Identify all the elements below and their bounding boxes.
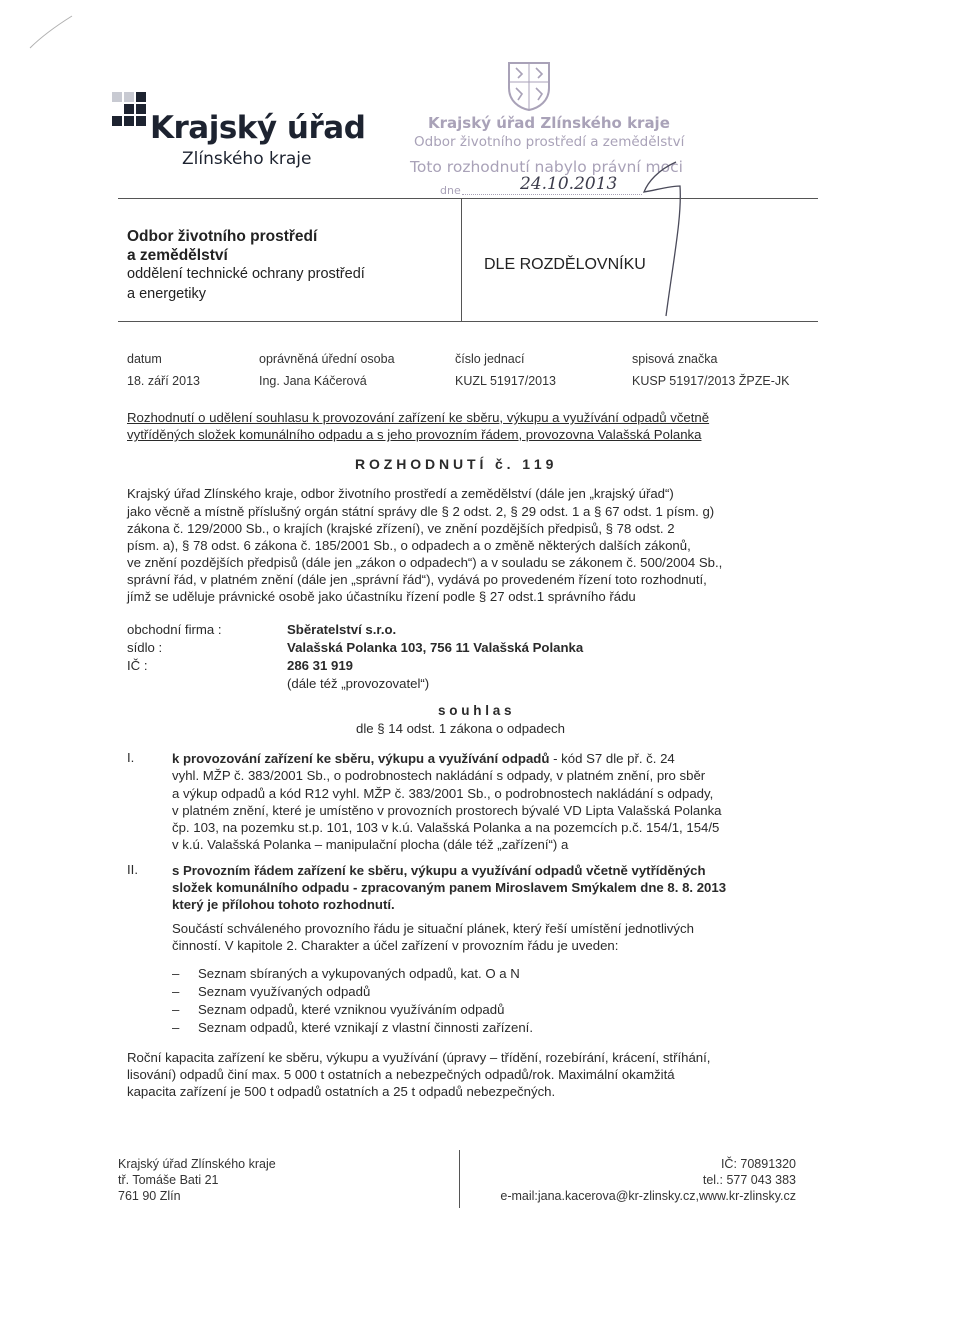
intro-line-3: zákona č. 129/2000 Sb., o krajích (krajské zřízení), ve znění pozdějších předpisů, § 78 odst. 2 [127,521,675,536]
logo-subtitle: Zlínského kraje [182,149,312,169]
subject-line-2: vytříděných složek komunálního odpadu a s jeho provozním řádem, provozovna Valašská Polanka [127,427,702,442]
intro-line-4: písm. a), § 78 odst. 6 zákona č. 185/2001 Sb., o odpadech a o změně některých dalších zákonů, [127,538,691,553]
company-label-ic: IČ : [127,658,148,673]
meta-date: 18. září 2013 [127,374,200,388]
meta-file: KUSP 51917/2013 ŽPZE-JK [632,374,790,388]
point-1-line-5: čp. 103, na pozemku st.p. 101, 103 v k.ú. Valašská Polanka a na pozemcích p.č. 154/1, 154/5 [172,820,720,835]
meta-label-ref: číslo jednací [455,352,525,366]
point-1-line-2: vyhl. MŽP č. 383/2001 Sb., o podrobnostech nakládání s odpady, v platném znění, pro sběr [172,768,706,783]
stamp-line-1: Krajský úřad Zlínského kraje [428,114,670,132]
point-2-line-1: s Provozním řádem zařízení ke sběru, výkupu a využívání odpadů včetně vytříděných [172,863,706,878]
header-bottom-rule [118,321,818,322]
stamp-dotted-line [462,194,642,195]
logo-square-6 [112,116,122,126]
list-item-4: Seznam odpadů, které vznikají z vlastní činnosti zařízení. [198,1020,533,1035]
stamp-date-prefix: dne [440,184,461,197]
list-item-1: Seznam sbíraných a vykupovaných odpadů, kat. O a N [198,966,520,981]
point-2-line-2: složek komunálního odpadu - zpracovaným panem Miroslavem Smýkalem dne 8. 8. 2013 [172,880,727,895]
handwritten-date: 24.10.2013 [520,174,618,194]
list-dash-1: – [172,966,180,981]
decision-title: R O Z H O D N U T Í č . 1 1 9 [355,456,554,472]
stamp-line-2: Odbor životního prostředí a zemědělství [414,134,685,150]
logo-title: Krajský úřad [150,110,366,146]
intro-line-6: správní řád, v platném znění (dále jen „správní řád“), vydává po provedeném řízení toto rozhodnutí, [127,572,707,587]
footer-ic: IČ: 70891320 [720,1157,796,1171]
company-ic: 286 31 919 [287,658,354,673]
logo-square-1 [112,92,122,102]
list-dash-2: – [172,984,180,999]
footer-address-1: Krajský úřad Zlínského kraje [118,1157,276,1171]
point-2-line-3: který je přílohou tohoto rozhodnutí. [172,897,395,912]
footer-address-3: 761 90 Zlín [118,1189,181,1203]
point-2-para-line-1: Součástí schváleného provozního řádu je situační plánek, který řeší umístění jednotlivých [172,921,694,936]
intro-line-5: ve znění pozdějších předpisů (dále jen „zákon o odpadech“) a v souladu se zákonem č. 500/2004 Sb., [127,555,723,570]
meta-label-date: datum [127,352,162,366]
footer-address-2: tř. Tomáše Bati 21 [118,1173,219,1187]
logo-square-8 [136,116,146,126]
header-top-rule [118,198,818,199]
capacity-line-1: Roční kapacita zařízení ke sběru, výkupu a využívání (úpravy – třídění, rozebírání, krácení, stříhání, [127,1050,711,1065]
logo-square-5 [136,104,146,114]
company-label-firm: obchodní firma : [127,622,222,637]
handwritten-signature [630,156,690,326]
meta-label-officer: oprávněná úřední osoba [259,352,395,366]
stamp-line-3: Toto rozhodnutí nabylo právní moci [410,158,683,176]
meta-ref: KUZL 51917/2013 [455,374,557,388]
header-divider [461,198,462,322]
logo-square-3 [136,92,146,102]
company-name: Sběratelství s.r.o. [287,622,397,637]
point-1-line-6: v k.ú. Valašská Polanka – manipulační plocha (dále též „zařízení“) a [172,837,569,852]
logo-square-7 [124,116,134,126]
point-1-line-3: a výkup odpadů a kód R12 vyhl. MŽP č. 383/2001 Sb., o podrobnostech nakládání s odpady, [172,786,714,801]
point-1-line-1 [172,750,799,768]
subject-line-1: Rozhodnutí o udělení souhlasu k provozování zařízení ke sběru, výkupu a využívání odpadů včetně [127,410,710,425]
point-1-number: I. [127,750,135,765]
dept-subtitle-1: oddělení technické ochrany prostředí [127,266,365,282]
dept-title-2: a zemědělství [127,247,228,264]
recipient: DLE ROZDĚLOVNÍKU [484,256,646,273]
point-1-heading-rest: - kód S7 dle př. č. 24 [549,751,675,766]
company-seat: Valašská Polanka 103, 756 11 Valašská Polanka [287,640,584,655]
dept-title-1: Odbor životního prostředí [127,228,318,245]
capacity-line-3: kapacita zařízení je 500 t odpadů ostatních a 25 t odpadů nebezpečných. [127,1084,556,1099]
company-label-seat: sídlo : [127,640,163,655]
capacity-line-2: lisování) odpadů činí max. 5 000 t ostatních a nebezpečných odpadů/rok. Maximální okamžitá [127,1067,675,1082]
footer-contact: e-mail:jana.kacerova@kr-zlinsky.cz,www.kr-zlinsky.cz [500,1189,796,1203]
company-alias: (dále též „provozovatel“) [287,676,430,691]
intro-line-7: jímž se uděluje právnické osobě jako účastníku řízení podle § 27 odst.1 správního řádu [127,589,636,604]
logo-square-4 [124,104,134,114]
footer-tel: tel.: 577 043 383 [702,1173,796,1187]
dept-subtitle-2: a energetiky [127,286,206,302]
point-1-heading: k provozování zařízení ke sběru, výkupu a využívání odpadů [172,751,550,766]
logo-square-2 [124,92,134,102]
point-1-line-4: v platném znění, které je umístěno v provozních prostorech bývalé VD Lipta Valašská Polanka [172,803,722,818]
meta-label-file: spisová značka [632,352,718,366]
list-item-3: Seznam odpadů, které vzniknou využíváním odpadů [198,1002,505,1017]
intro-line-2: jako věcně a místně příslušný orgán státní správy dle § 2 odst. 2, § 29 odst. 1 a § 67 odst. 1 písm. g) [127,504,715,519]
list-dash-4: – [172,1020,180,1035]
consent-word: s o u h l a s [438,703,512,718]
meta-officer: Ing. Jana Káčerová [259,374,367,388]
point-2-para-line-2: činností. V kapitole 2. Charakter a účel zařízení v provozním řádu je uveden: [172,938,619,953]
intro-line-1: Krajský úřad Zlínského kraje, odbor životního prostředí a zemědělství (dále jen „krajský úřad“) [127,486,674,501]
coat-of-arms-icon [506,60,552,112]
list-dash-3: – [172,1002,180,1017]
pen-mark [28,14,74,50]
point-2-number: II. [127,862,138,877]
list-item-2: Seznam využívaných odpadů [198,984,371,999]
consent-basis: dle § 14 odst. 1 zákona o odpadech [356,721,565,736]
